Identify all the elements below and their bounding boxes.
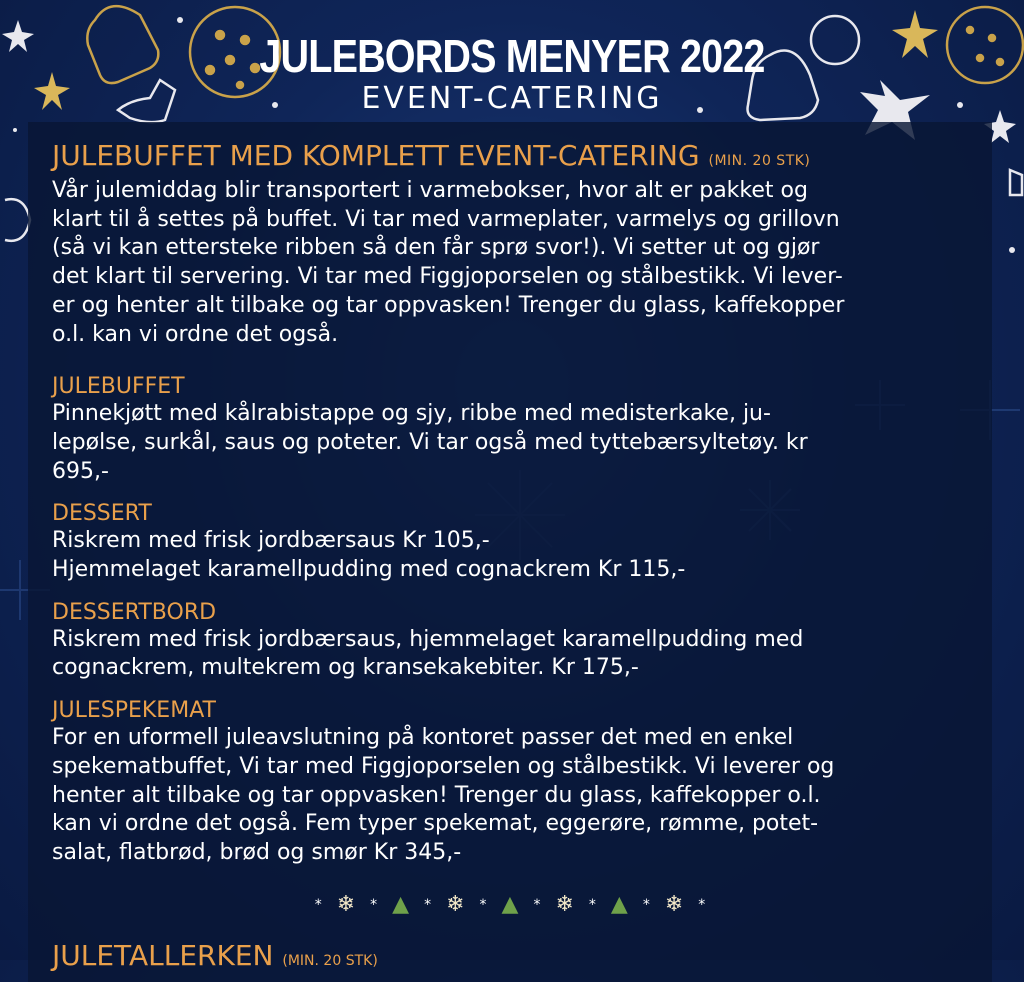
page-title: JULEBORDS MENYER 2022 bbox=[259, 30, 765, 82]
section-line: henter alt tilbake og tar oppvasken! Trenger du glass, kaffekopper o.l. bbox=[52, 782, 821, 808]
menu-section-julebuffet bbox=[52, 373, 992, 486]
section-line: cognackrem, multekrem og kransekakebiter. Kr 175,- bbox=[52, 655, 639, 681]
section-line: For en uformell juleavslutning på kontoret passer det med en enkel bbox=[52, 725, 794, 751]
section-heading: JULEBUFFET bbox=[52, 374, 185, 400]
star-icon: * bbox=[588, 897, 600, 913]
star-icon: * bbox=[533, 897, 545, 913]
next-section-heading bbox=[52, 940, 378, 977]
intro-line: klart til å settes på buffet. Vi tar med varmeplater, varmelys og grillovn bbox=[52, 206, 840, 232]
intro-heading-note: (MIN. 20 STK) bbox=[708, 153, 811, 169]
section-line: salat, flatbrød, brød og smør Kr 345,- bbox=[52, 839, 462, 865]
star-icon: * bbox=[370, 897, 382, 913]
intro-text bbox=[52, 177, 992, 349]
intro-line: det klart til servering. Vi tar med Figgjoporselen og stålbestikk. Vi lever- bbox=[52, 264, 843, 290]
section-line: kan vi ordne det også. Fem typer spekemat, eggerøre, rømme, potet- bbox=[52, 811, 819, 837]
section-line: spekematbuffet, Vi tar med Figgjoporselen og stålbestikk. Vi leverer og bbox=[52, 753, 835, 779]
section-heading: DESSERTBORD bbox=[52, 599, 217, 625]
intro-line: o.l. kan vi ordne det også. bbox=[52, 321, 339, 347]
menu-section-dessertbord bbox=[52, 599, 992, 683]
page-subtitle: EVENT-CATERING bbox=[361, 81, 663, 116]
christmas-tree-icon: ▲ bbox=[610, 892, 632, 917]
section-line: 695,- bbox=[52, 458, 109, 484]
intro-heading bbox=[52, 140, 992, 177]
next-section-heading-note: (MIN. 20 STK) bbox=[282, 953, 378, 969]
snowflake-icon: ❄ bbox=[664, 892, 688, 917]
intro-line: Vår julemiddag blir transportert i varmebokser, hvor alt er pakket og bbox=[52, 178, 808, 203]
intro-heading-text: JULEBUFFET MED KOMPLETT EVENT-CATERING bbox=[52, 139, 700, 172]
snowflake-icon: ❄ bbox=[446, 892, 469, 917]
star-icon: * bbox=[642, 897, 654, 913]
section-line: Hjemmelaget karamellpudding med cognackrem Kr 115,- bbox=[52, 557, 686, 583]
ornament-divider bbox=[0, 892, 1024, 917]
star-icon: * bbox=[479, 897, 491, 913]
christmas-tree-icon: ▲ bbox=[392, 892, 414, 917]
section-line: Pinnekjøtt med kålrabistappe og sjy, ribbe med medisterkake, ju- bbox=[52, 401, 771, 427]
star-icon: * bbox=[698, 897, 710, 913]
menu-section-dessert bbox=[52, 500, 992, 584]
intro-line: er og henter alt tilbake og tar oppvasken! Trenger du glass, kaffekopper bbox=[52, 292, 845, 318]
section-line: lepølse, surkål, saus og poteter. Vi tar også med tyttebærsyltetøy. kr bbox=[52, 429, 808, 455]
snowflake-icon: ❄ bbox=[555, 892, 578, 917]
menu-section-julespekemat bbox=[52, 697, 992, 868]
star-icon: * bbox=[424, 897, 436, 913]
section-heading: JULESPEKEMAT bbox=[52, 698, 216, 724]
christmas-tree-icon: ▲ bbox=[501, 892, 523, 917]
intro-line: (så vi kan ettersteke ribben så den får sprø svor!). Vi setter ut og gjør bbox=[52, 235, 820, 261]
section-heading: DESSERT bbox=[52, 501, 152, 527]
snowflake-icon: ❄ bbox=[336, 892, 360, 917]
next-section-heading-text: JULETALLERKEN bbox=[52, 939, 274, 972]
menu-content bbox=[52, 140, 992, 868]
page-header bbox=[0, 30, 1024, 116]
section-line: Riskrem med frisk jordbærsaus, hjemmelaget karamellpudding med bbox=[52, 626, 804, 652]
star-icon: * bbox=[314, 897, 326, 913]
section-line: Riskrem med frisk jordbærsaus Kr 105,- bbox=[52, 528, 490, 554]
